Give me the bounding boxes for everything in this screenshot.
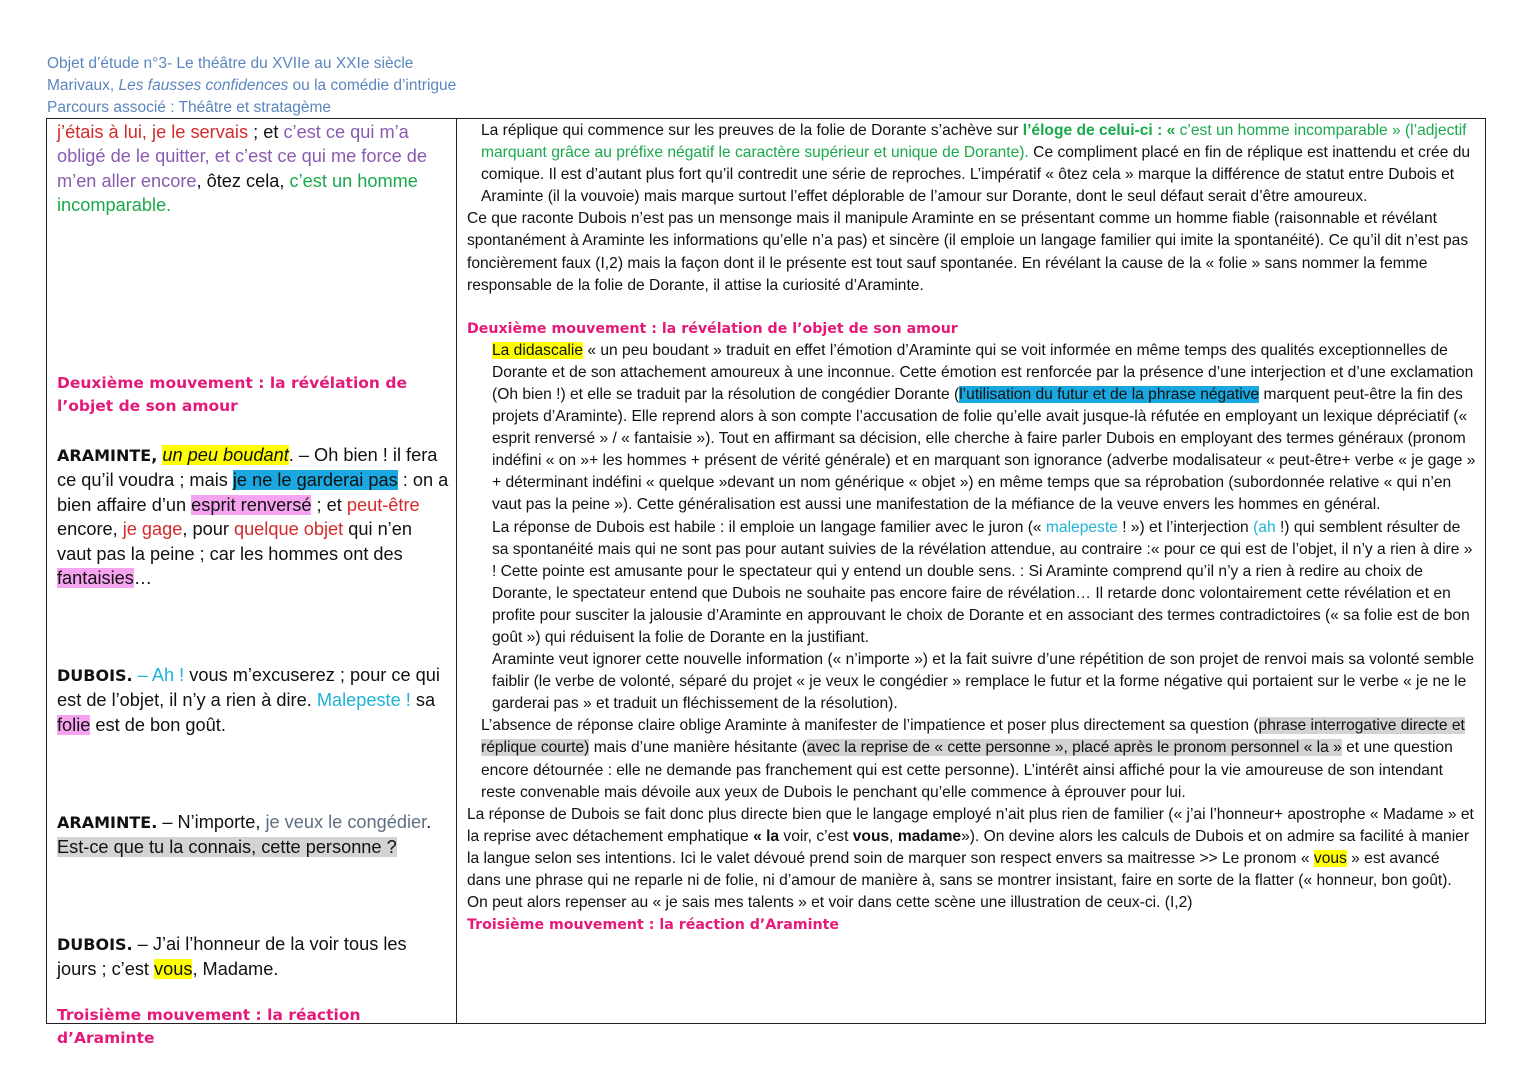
highlight: l’utilisation du futur et de la phrase négative — [959, 385, 1260, 403]
text-span: La réponse de Dubois se fait donc plus directe bien que le langage employé n’ait plus rien de familier (« j’ai l’honneur+ apostrophe « Madame » et la reprise avec détachement emphatique — [467, 805, 1474, 845]
header-author: Marivaux, — [47, 77, 119, 94]
text-span: , pour — [182, 519, 234, 540]
text-span: « un peu boudant » traduit en effet l’émotion d’Araminte qui se voit informée en même temps des qualités exceptionnelles de Dorante et de son attachement amoureux à une inconnue. Cette émotion est renforcée par la présence d’une interjection et d’une exclamation (Oh bien !) et elle se traduit par la résolution de congédier Dorante ( — [492, 341, 1474, 403]
analysis-paragraph — [467, 120, 1477, 208]
text-span: ; et — [248, 122, 284, 142]
highlight: vous — [154, 959, 193, 980]
spacer — [467, 297, 1477, 318]
text-span: … — [133, 568, 153, 589]
text-span: La réponse de Dubois est habile : il emploie un langage familier avec le juron (« — [492, 518, 1046, 536]
highlight: fantaisies — [57, 568, 134, 589]
text-span: » est avancé dans une phrase qui ne reparle ni de folie, ni d’amour de manière à, sans se montrer insistant, faire en sorte de la flatter (« honneur, bon goût). — [467, 849, 1452, 889]
highlight: phrase interrogative directe et réplique courte) — [481, 717, 1465, 757]
text-span: . — [426, 812, 432, 832]
highlight: Est-ce que tu la connais, cette personne ? — [57, 837, 397, 858]
text-span: : on a bien affaire d’un — [57, 470, 449, 515]
text-span: madame — [897, 827, 962, 845]
document-header — [47, 53, 456, 119]
text-span: vous — [852, 827, 890, 845]
text-span: voir, c’est — [779, 827, 853, 845]
text-span: c’est un homme incomparable » (l’adjectif marquant grâce au préfixe négatif le caractère supérieur et unique de Dorante). — [481, 122, 1467, 162]
text-span: est de bon goût. — [90, 714, 226, 735]
text-span: , Madame. — [192, 959, 279, 980]
text-span: peut-être — [346, 494, 420, 515]
highlight: esprit renversé — [191, 494, 312, 515]
text-span: L’absence de réponse claire oblige Araminte à manifester de l’impatience et poser plus directement sa question ( — [481, 717, 1259, 735]
analysis-paragraph — [467, 715, 1477, 803]
reply-araminte-2 — [57, 810, 449, 860]
text-excerpt-end — [57, 120, 449, 218]
analysis-paragraph: Ce que raconte Dubois n’est pas un mensonge mais il manipule Araminte en se présentant comme un homme fiable (raisonnable et révélant spontanément à Araminte les informations qu’elle n’a pas) et sincère (il emploie un langage familier qui imite la spontanéité). Ce qu’il dit n’est pas foncièrement faux (I,2) mais la façon dont il le présente est tout sauf spontanée. En révélant la cause de la « folie » sans nommer la femme responsable de la folie de Dorante, il attise la curiosité d’Araminte. — [467, 210, 1469, 294]
text-span: ; et — [311, 494, 347, 515]
reply-dubois-2 — [57, 932, 449, 982]
header-line-2 — [47, 75, 456, 97]
header-subtitle: ou la comédie d’intrigue — [288, 77, 457, 94]
analysis-paragraph — [467, 517, 1477, 650]
text-span: ! ») et l’interjection — [1117, 518, 1254, 536]
text-span: malepeste — [1045, 518, 1118, 536]
analysis-paragraph: On peut alors repenser au « je sais mes talents » et voir dans cette scène une illustration de ceux-ci. (I,2) — [467, 894, 1193, 912]
analysis-paragraph — [467, 340, 1477, 517]
movement-2-heading: Deuxième mouvement : la révélation de l’objet de son amour — [57, 374, 407, 415]
reply-dubois-1 — [57, 663, 449, 737]
movement-2-heading: Deuxième mouvement : la révélation de l’objet de son amour — [467, 320, 958, 337]
text-span: c’est un homme incomparable. — [57, 170, 418, 216]
text-span: , — [889, 827, 898, 845]
header-work-title: Les fausses confidences — [118, 77, 289, 94]
text-span: qui n’en vaut pas la peine ; car les hommes ont des — [57, 519, 412, 564]
text-span: « la — [753, 827, 780, 845]
analysis-paragraph: Araminte veut ignorer cette nouvelle information (« n’importe ») et la fait suivre d’une répétition de son projet de renvoi mais sa volonté semble faiblir (le verbe de volonté, séparé du projet « je veux le congédier » remplace le futur et la forme négative qui portaient sur le verbe « je ne le garderai pas » et traduit un fléchissement de la résolution). — [492, 651, 1475, 713]
text-span: mais d’une manière hésitante ( — [589, 739, 807, 757]
text-span: c’est ce qui m’a obligé de le quitter, et c’est ce qui me force de m’en aller encore — [57, 122, 428, 191]
text-span: , ôtez cela, — [196, 170, 290, 191]
reply-araminte-1 — [57, 443, 449, 590]
movement-3-heading: Troisième mouvement : la réaction d’Araminte — [57, 1006, 361, 1047]
text-span: sa — [415, 690, 436, 711]
text-span: – N’importe, — [157, 812, 266, 832]
speaker-name: ARAMINTE, — [57, 446, 158, 465]
header-line-1: Objet d’étude n°3- Le théâtre du XVIIe au XXIe siècle — [47, 55, 414, 72]
header-line-3: Parcours associé : Théâtre et stratagème — [47, 99, 332, 116]
analysis-paragraph — [467, 804, 1477, 892]
text-span: je veux le congédier — [265, 812, 427, 832]
text-span: je gage — [122, 519, 183, 540]
text-span: vous m’excuserez ; pour ce qui est de l’objet, il n’y a rien à dire. — [57, 665, 440, 711]
text-span: quelque objet — [233, 519, 344, 540]
text-span: !) qui semblent résulter de sa spontanéité mais qui ne sont pas pour autant suivies de la révélation attendue, au contraire :« pour ce qui est de l’objet, il n’y a rien à dire » ! Cette pointe est amusante pour le spectateur qui y entend un double sens. : Si Araminte comprend qu’il n’y a rien à redire au choix de Dorante, le spectateur entend que Dubois ne souhaite pas encore faire de révélation… Il retarde donc volontairement cette révélation et en profite pour susciter la jalousie d’Araminte en approuvant le choix de Dorante et en associant des termes contradictoires (« sa folie est de bon goût ») qui réduisent la folie de Dorante en la justifiant. — [492, 518, 1473, 646]
text-span: La réplique qui commence sur les preuves de la folie de Dorante s’achève sur — [481, 122, 1023, 139]
text-span: encore, — [57, 519, 123, 540]
text-span: – J’ai l’honneur de la voir tous les jours ; c’est — [57, 934, 407, 980]
highlight: vous — [1313, 849, 1347, 867]
text-span: et une question encore détournée : elle ne demande pas franchement qui est cette personne). L’intérêt ainsi affiché pour la vie amoureuse de son intendant reste convenable mais dévoile aux yeux de Dubois le penchant qu’elle commence à éprouver pour lui. — [481, 739, 1453, 801]
highlight: La didascalie — [492, 341, 584, 359]
highlight: un peu boudant — [162, 445, 289, 465]
speaker-name: DUBOIS. — [57, 935, 133, 954]
speaker-name: DUBOIS. — [57, 666, 133, 685]
text-span: Malepeste ! — [316, 690, 416, 711]
highlight: je ne le garderai pas — [232, 470, 398, 491]
text-span: j’étais à lui, je le servais — [57, 122, 249, 142]
speaker-name: ARAMINTE. — [57, 813, 158, 832]
text-span: – Ah ! — [132, 665, 190, 685]
text-span: l’éloge de celui-ci : « — [1022, 122, 1176, 139]
text-span: »). On devine alors les calculs de Dubois et on admire sa facilité à manier la langue selon ses intentions. Ici le valet dévoué prend soin de marquer son respect envers sa maitresse >> Le pronom « — [467, 827, 1470, 867]
text-span: marquent peut-être la fin des projets d’Araminte). Elle reprend alors à son compte l’accusation de folie qu’elle avait jusque-là réfutée en employant un lexique dépréciatif (« esprit renversé » / « fantaisie »). Tout en affirmant sa décision, elle cherche à faire parler Dubois en employant des termes généraux (pronom indéfini « on »+ les hommes + présent de vérité générale) et en marquant son ignorance (adverbe modalisateur « peut-être+ verbe « je gage » + déterminant indéfini « quelque »devant un nom générique « objet ») en même temps que sa réprobation (subordonnée relative « qui n’en vaut pas la peine »). Cette généralisation est aussi une manifestation de la méfiance de la veuve envers les hommes en général. — [492, 385, 1476, 514]
text-span: . – Oh bien ! il fera ce qu’il voudra ; mais — [57, 445, 438, 491]
text-span: (ah — [1253, 518, 1276, 536]
column-divider — [456, 118, 457, 1024]
analysis-column — [467, 120, 1477, 936]
highlight: avec la reprise de « cette personne », placé après le pronom personnel « la » — [806, 739, 1342, 757]
highlight: folie — [57, 714, 91, 735]
movement-3-heading: Troisième mouvement : la réaction d’Araminte — [467, 917, 839, 934]
text-span: Ce compliment placé en fin de réplique est inattendu et crée du comique. Il est d’autant plus fort qu’il contredit une série de reproches. L’impératif « ôtez cela » marque la différence de statut entre Dubois et Araminte (il la vouvoie) mais marque surtout l’effet déplorable de l’amour sur Dorante, dont le seul défaut serait d’être amoureux. — [481, 144, 1471, 206]
